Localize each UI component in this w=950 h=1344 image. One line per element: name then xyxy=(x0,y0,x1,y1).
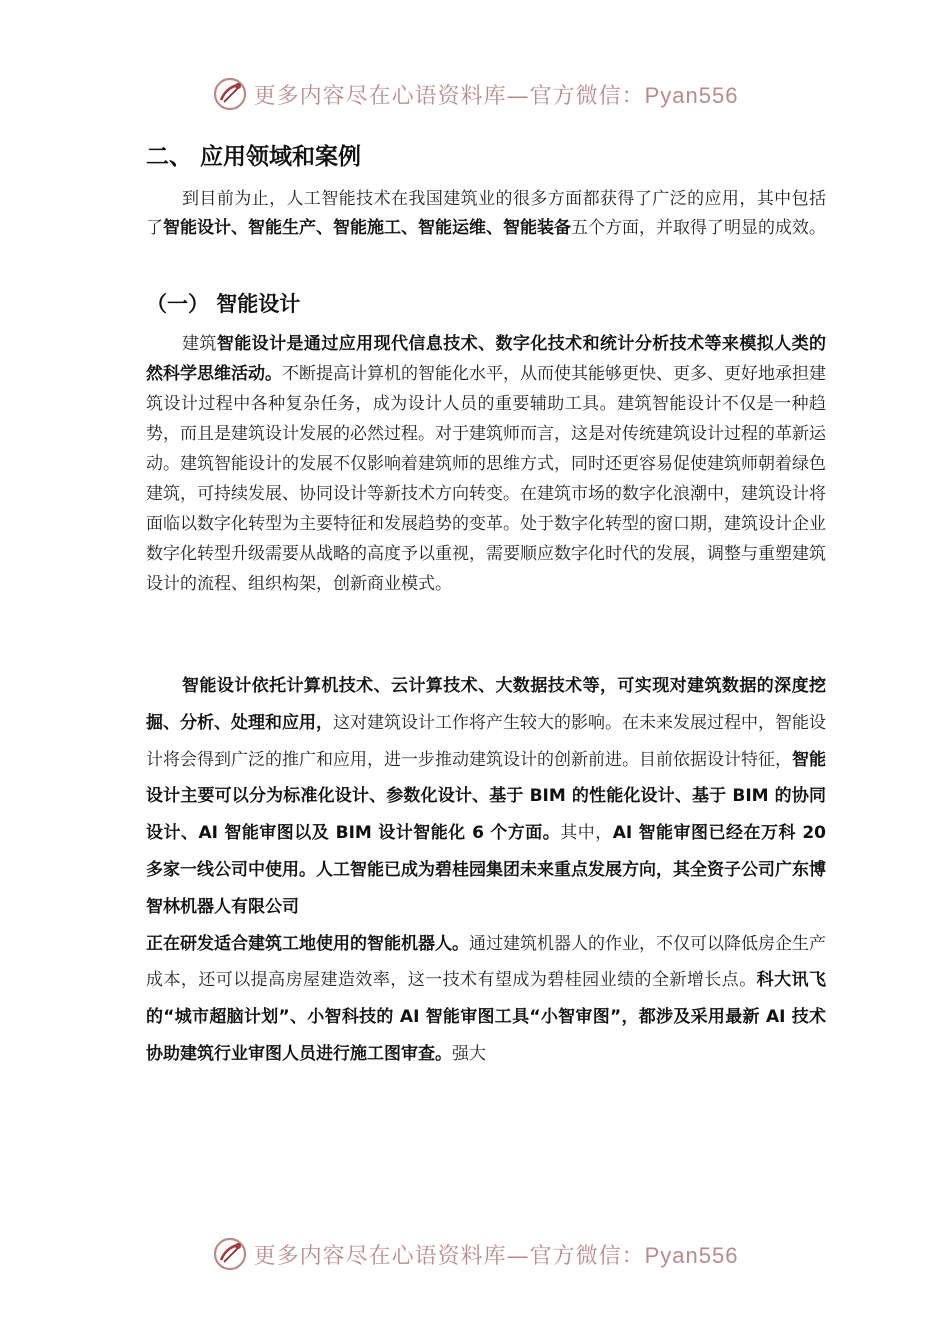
watermark-footer xyxy=(0,1232,950,1276)
library-logo-icon xyxy=(212,76,248,112)
watermark-text: 更多内容尽在心语资料库—官方微信：Pyan556 xyxy=(253,1242,739,1269)
intro-paragraph: 到目前为止，人工智能技术在我国建筑业的很多方面都获得了广泛的应用，其中包括了智能设计、智能生产、智能施工、智能运维、智能装备五个方面，并取得了明显的成效。 xyxy=(146,189,826,238)
section-heading: 二、 应用领域和案例 xyxy=(146,144,362,170)
smart-design-categories-paragraph: 智能设计依托计算机技术、云计算技术、大数据技术等，可实现对建筑数据的深度挖掘、分析、处理和应用，这对建筑设计工作将产生较大的影响。在未来发展过程中，智能设计将会得到广泛的推广和应用，进一步推动建筑设计的创新前进。目前依据设计特征，智能设计主要可以分为标准化设计、参数化设计、基于 BIM 的性能化设计、基于 BIM 的协同设计、AI 智能审图以及 BIM 设计智能化 6 个方面。其中，AI 智能审图已经在万科 20 多家一线公司中使用。人工智能已成为碧桂园集团未来重点发展方向，其全资子公司广东博智林机器人有限公司 正在研发适合建筑工地使用的智能机器人。通过建筑机器人的作业，不仅可以降低房企生产成本，还可以提高房屋建造效率，这一技术有望成为碧桂园业绩的全新增长点。科大讯飞的“城市超脑计划”、小智科技的 AI 智能审图工具“小智审图”，都涉及采用最新 AI 技术协助建筑行业审图人员进行施工图审查。强大 xyxy=(146,676,826,1064)
smart-design-paragraph: 建筑智能设计是通过应用现代信息技术、数字化技术和统计分析技术等来模拟人类的然科学思维活动。不断提高计算机的智能化水平，从而使其能够更快、更多、更好地承担建筑设计过程中各种复杂任务，成为设计人员的重要辅助工具。建筑智能设计不仅是一种趋势，而且是建筑设计发展的必然过程。对于建筑师而言，这是对传统建筑设计过程的革新运动。建筑智能设计的发展不仅影响着建筑师的思维方式，同时还更容易促使建筑师朝着绿色建筑，可持续发展、协同设计等新技术方向转变。在建筑市场的数字化浪潮中，建筑设计将面临以数字化转型为主要特征和发展趋势的变革。处于数字化转型的窗口期，建筑设计企业数字化转型升级需要从战略的高度予以重视，需要顺应数字化时代的发展，调整与重塑建筑设计的流程、组织构架，创新商业模式。 xyxy=(146,334,827,594)
watermark-header xyxy=(0,72,950,116)
subsection-heading: （一） 智能设计 xyxy=(146,292,301,316)
library-logo-icon xyxy=(212,1236,248,1272)
watermark-text: 更多内容尽在心语资料库—官方微信：Pyan556 xyxy=(253,82,739,109)
